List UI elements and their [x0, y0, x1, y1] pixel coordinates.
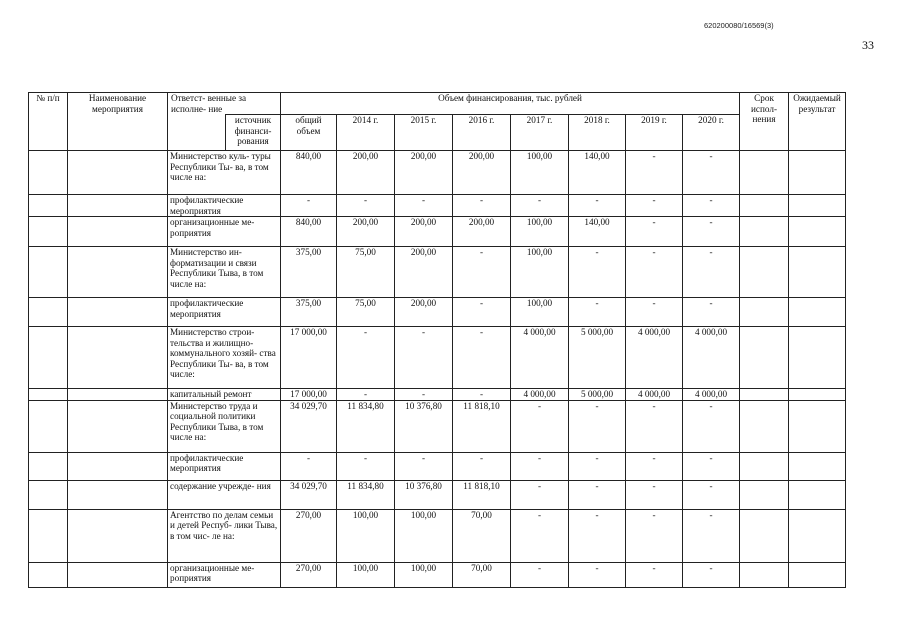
row-number-cell: [29, 389, 68, 401]
amount-cell: -: [395, 327, 453, 389]
amount-cell: 100,00: [511, 217, 569, 247]
row-number-cell: [29, 151, 68, 195]
row-number-cell: [29, 400, 68, 452]
amount-cell: -: [569, 298, 626, 327]
deadline-cell: [740, 389, 789, 401]
financing-table: [28, 92, 846, 588]
amount-cell: -: [453, 298, 511, 327]
amount-cell: 200,00: [395, 217, 453, 247]
amount-cell: -: [683, 247, 740, 298]
amount-cell: 270,00: [281, 509, 337, 562]
amount-cell: 270,00: [281, 562, 337, 587]
amount-cell: 11 818,10: [453, 400, 511, 452]
amount-cell: -: [395, 195, 453, 217]
deadline-cell: [740, 327, 789, 389]
amount-cell: -: [281, 195, 337, 217]
amount-cell: -: [569, 509, 626, 562]
amount-cell: 17 000,00: [281, 389, 337, 401]
amount-cell: 5 000,00: [569, 327, 626, 389]
amount-cell: 200,00: [337, 151, 395, 195]
amount-cell: 140,00: [569, 217, 626, 247]
responsible-source-cell: Министерство куль- туры Республики Ты- ва, в том числе на:: [168, 151, 281, 195]
responsible-source-cell: профилактические мероприятия: [168, 195, 281, 217]
responsible-source-cell: профилактические мероприятия: [168, 298, 281, 327]
amount-cell: 375,00: [281, 298, 337, 327]
deadline-cell: [740, 298, 789, 327]
expected-result-cell: [789, 452, 846, 480]
amount-cell: -: [626, 195, 683, 217]
amount-cell: 375,00: [281, 247, 337, 298]
deadline-cell: [740, 452, 789, 480]
deadline-cell: [740, 400, 789, 452]
amount-cell: -: [569, 480, 626, 509]
amount-cell: 75,00: [337, 298, 395, 327]
responsible-source-cell: организационные ме- роприятия: [168, 562, 281, 587]
amount-cell: 4 000,00: [626, 389, 683, 401]
expected-result-cell: [789, 217, 846, 247]
expected-result-cell: [789, 400, 846, 452]
amount-cell: -: [395, 452, 453, 480]
amount-cell: -: [683, 217, 740, 247]
amount-cell: 100,00: [395, 509, 453, 562]
amount-cell: 70,00: [453, 509, 511, 562]
table-body: [29, 151, 846, 588]
amount-cell: 200,00: [337, 217, 395, 247]
row-number-cell: [29, 509, 68, 562]
amount-cell: -: [337, 327, 395, 389]
amount-cell: 200,00: [395, 151, 453, 195]
amount-cell: -: [683, 562, 740, 587]
header-2020: 2020 г.: [683, 115, 740, 151]
amount-cell: -: [626, 400, 683, 452]
table-row: [29, 327, 846, 389]
amount-cell: 70,00: [453, 562, 511, 587]
amount-cell: 100,00: [337, 562, 395, 587]
header-responsible-spacer: [168, 115, 226, 151]
amount-cell: 5 000,00: [569, 389, 626, 401]
amount-cell: 200,00: [453, 217, 511, 247]
amount-cell: 17 000,00: [281, 327, 337, 389]
deadline-cell: [740, 217, 789, 247]
header-deadline: Срок испол- нения: [740, 93, 789, 151]
event-name-cell: [68, 247, 168, 298]
header-expected-result: Ожидаемый результат: [789, 93, 846, 151]
responsible-source-cell: Министерство труда и социальной политики Республики Тыва, в том числе на:: [168, 400, 281, 452]
amount-cell: -: [683, 400, 740, 452]
amount-cell: -: [683, 151, 740, 195]
amount-cell: 11 818,10: [453, 480, 511, 509]
table-row: [29, 509, 846, 562]
table-row: [29, 195, 846, 217]
amount-cell: 100,00: [395, 562, 453, 587]
amount-cell: 4 000,00: [626, 327, 683, 389]
amount-cell: -: [626, 298, 683, 327]
amount-cell: -: [626, 480, 683, 509]
amount-cell: -: [337, 452, 395, 480]
event-name-cell: [68, 562, 168, 587]
amount-cell: 11 834,80: [337, 480, 395, 509]
amount-cell: 34 029,70: [281, 480, 337, 509]
amount-cell: 200,00: [395, 247, 453, 298]
amount-cell: 11 834,80: [337, 400, 395, 452]
amount-cell: -: [511, 480, 569, 509]
amount-cell: -: [511, 509, 569, 562]
event-name-cell: [68, 298, 168, 327]
amount-cell: -: [511, 195, 569, 217]
expected-result-cell: [789, 389, 846, 401]
table-row: [29, 389, 846, 401]
amount-cell: 140,00: [569, 151, 626, 195]
header-2018: 2018 г.: [569, 115, 626, 151]
row-number-cell: [29, 298, 68, 327]
deadline-cell: [740, 195, 789, 217]
amount-cell: -: [453, 195, 511, 217]
amount-cell: -: [683, 298, 740, 327]
expected-result-cell: [789, 151, 846, 195]
event-name-cell: [68, 195, 168, 217]
row-number-cell: [29, 195, 68, 217]
header-2019: 2019 г.: [626, 115, 683, 151]
amount-cell: -: [453, 452, 511, 480]
amount-cell: 34 029,70: [281, 400, 337, 452]
amount-cell: 100,00: [511, 151, 569, 195]
event-name-cell: [68, 389, 168, 401]
document-id: 620200080/16569(3): [704, 21, 774, 30]
amount-cell: -: [626, 562, 683, 587]
amount-cell: -: [337, 389, 395, 401]
deadline-cell: [740, 247, 789, 298]
header-source: источник финанси- рования: [226, 115, 281, 151]
amount-cell: -: [626, 247, 683, 298]
amount-cell: 75,00: [337, 247, 395, 298]
table-row: [29, 298, 846, 327]
amount-cell: -: [511, 400, 569, 452]
header-total: общий объем: [281, 115, 337, 151]
amount-cell: -: [569, 562, 626, 587]
amount-cell: 840,00: [281, 151, 337, 195]
amount-cell: 4 000,00: [511, 389, 569, 401]
expected-result-cell: [789, 327, 846, 389]
expected-result-cell: [789, 247, 846, 298]
expected-result-cell: [789, 509, 846, 562]
event-name-cell: [68, 509, 168, 562]
event-name-cell: [68, 400, 168, 452]
amount-cell: 200,00: [453, 151, 511, 195]
amount-cell: -: [453, 389, 511, 401]
amount-cell: -: [626, 452, 683, 480]
amount-cell: 100,00: [511, 298, 569, 327]
amount-cell: 840,00: [281, 217, 337, 247]
expected-result-cell: [789, 298, 846, 327]
amount-cell: -: [453, 327, 511, 389]
amount-cell: -: [683, 195, 740, 217]
amount-cell: -: [511, 452, 569, 480]
responsible-source-cell: организационные ме- роприятия: [168, 217, 281, 247]
amount-cell: 10 376,80: [395, 480, 453, 509]
expected-result-cell: [789, 195, 846, 217]
amount-cell: -: [569, 452, 626, 480]
table-row: [29, 247, 846, 298]
amount-cell: -: [569, 247, 626, 298]
row-number-cell: [29, 562, 68, 587]
responsible-source-cell: Министерство ин- форматизации и связи Республики Тыва, в том числе на:: [168, 247, 281, 298]
amount-cell: 4 000,00: [683, 327, 740, 389]
header-2014: 2014 г.: [337, 115, 395, 151]
table-row: [29, 151, 846, 195]
table-row: [29, 480, 846, 509]
event-name-cell: [68, 452, 168, 480]
amount-cell: -: [281, 452, 337, 480]
amount-cell: 100,00: [511, 247, 569, 298]
expected-result-cell: [789, 480, 846, 509]
page-number: 33: [862, 38, 874, 52]
responsible-source-cell: Министерство строи- тельства и жилищно- коммунального хозяй- ства Республики Ты- ва, в том числе:: [168, 327, 281, 389]
deadline-cell: [740, 151, 789, 195]
amount-cell: -: [683, 509, 740, 562]
event-name-cell: [68, 217, 168, 247]
event-name-cell: [68, 151, 168, 195]
amount-cell: -: [395, 389, 453, 401]
header-num: № п/п: [29, 93, 68, 151]
table-row: [29, 217, 846, 247]
responsible-source-cell: содержание учрежде- ния: [168, 480, 281, 509]
header-2017: 2017 г.: [511, 115, 569, 151]
amount-cell: 4 000,00: [683, 389, 740, 401]
header-2015: 2015 г.: [395, 115, 453, 151]
amount-cell: -: [569, 195, 626, 217]
row-number-cell: [29, 480, 68, 509]
event-name-cell: [68, 480, 168, 509]
deadline-cell: [740, 509, 789, 562]
amount-cell: 10 376,80: [395, 400, 453, 452]
amount-cell: 200,00: [395, 298, 453, 327]
deadline-cell: [740, 480, 789, 509]
amount-cell: -: [626, 151, 683, 195]
amount-cell: -: [683, 480, 740, 509]
amount-cell: 4 000,00: [511, 327, 569, 389]
amount-cell: -: [683, 452, 740, 480]
deadline-cell: [740, 562, 789, 587]
row-number-cell: [29, 217, 68, 247]
row-number-cell: [29, 452, 68, 480]
row-number-cell: [29, 327, 68, 389]
header-financing: Объем финансирования, тыс. рублей: [281, 93, 740, 115]
amount-cell: 100,00: [337, 509, 395, 562]
amount-cell: -: [511, 562, 569, 587]
responsible-source-cell: профилактические мероприятия: [168, 452, 281, 480]
header-2016: 2016 г.: [453, 115, 511, 151]
table-row: [29, 400, 846, 452]
row-number-cell: [29, 247, 68, 298]
amount-cell: -: [626, 217, 683, 247]
header-event-name: Наименование мероприятия: [68, 93, 168, 151]
amount-cell: -: [453, 247, 511, 298]
table-row: [29, 452, 846, 480]
event-name-cell: [68, 327, 168, 389]
amount-cell: -: [337, 195, 395, 217]
responsible-source-cell: Агентство по делам семьи и детей Респуб- лики Тыва, в том чис- ле на:: [168, 509, 281, 562]
amount-cell: -: [569, 400, 626, 452]
expected-result-cell: [789, 562, 846, 587]
table-row: [29, 562, 846, 587]
header-responsible: Ответст- венные за исполне- ние: [168, 93, 281, 115]
amount-cell: -: [626, 509, 683, 562]
responsible-source-cell: капитальный ремонт: [168, 389, 281, 401]
